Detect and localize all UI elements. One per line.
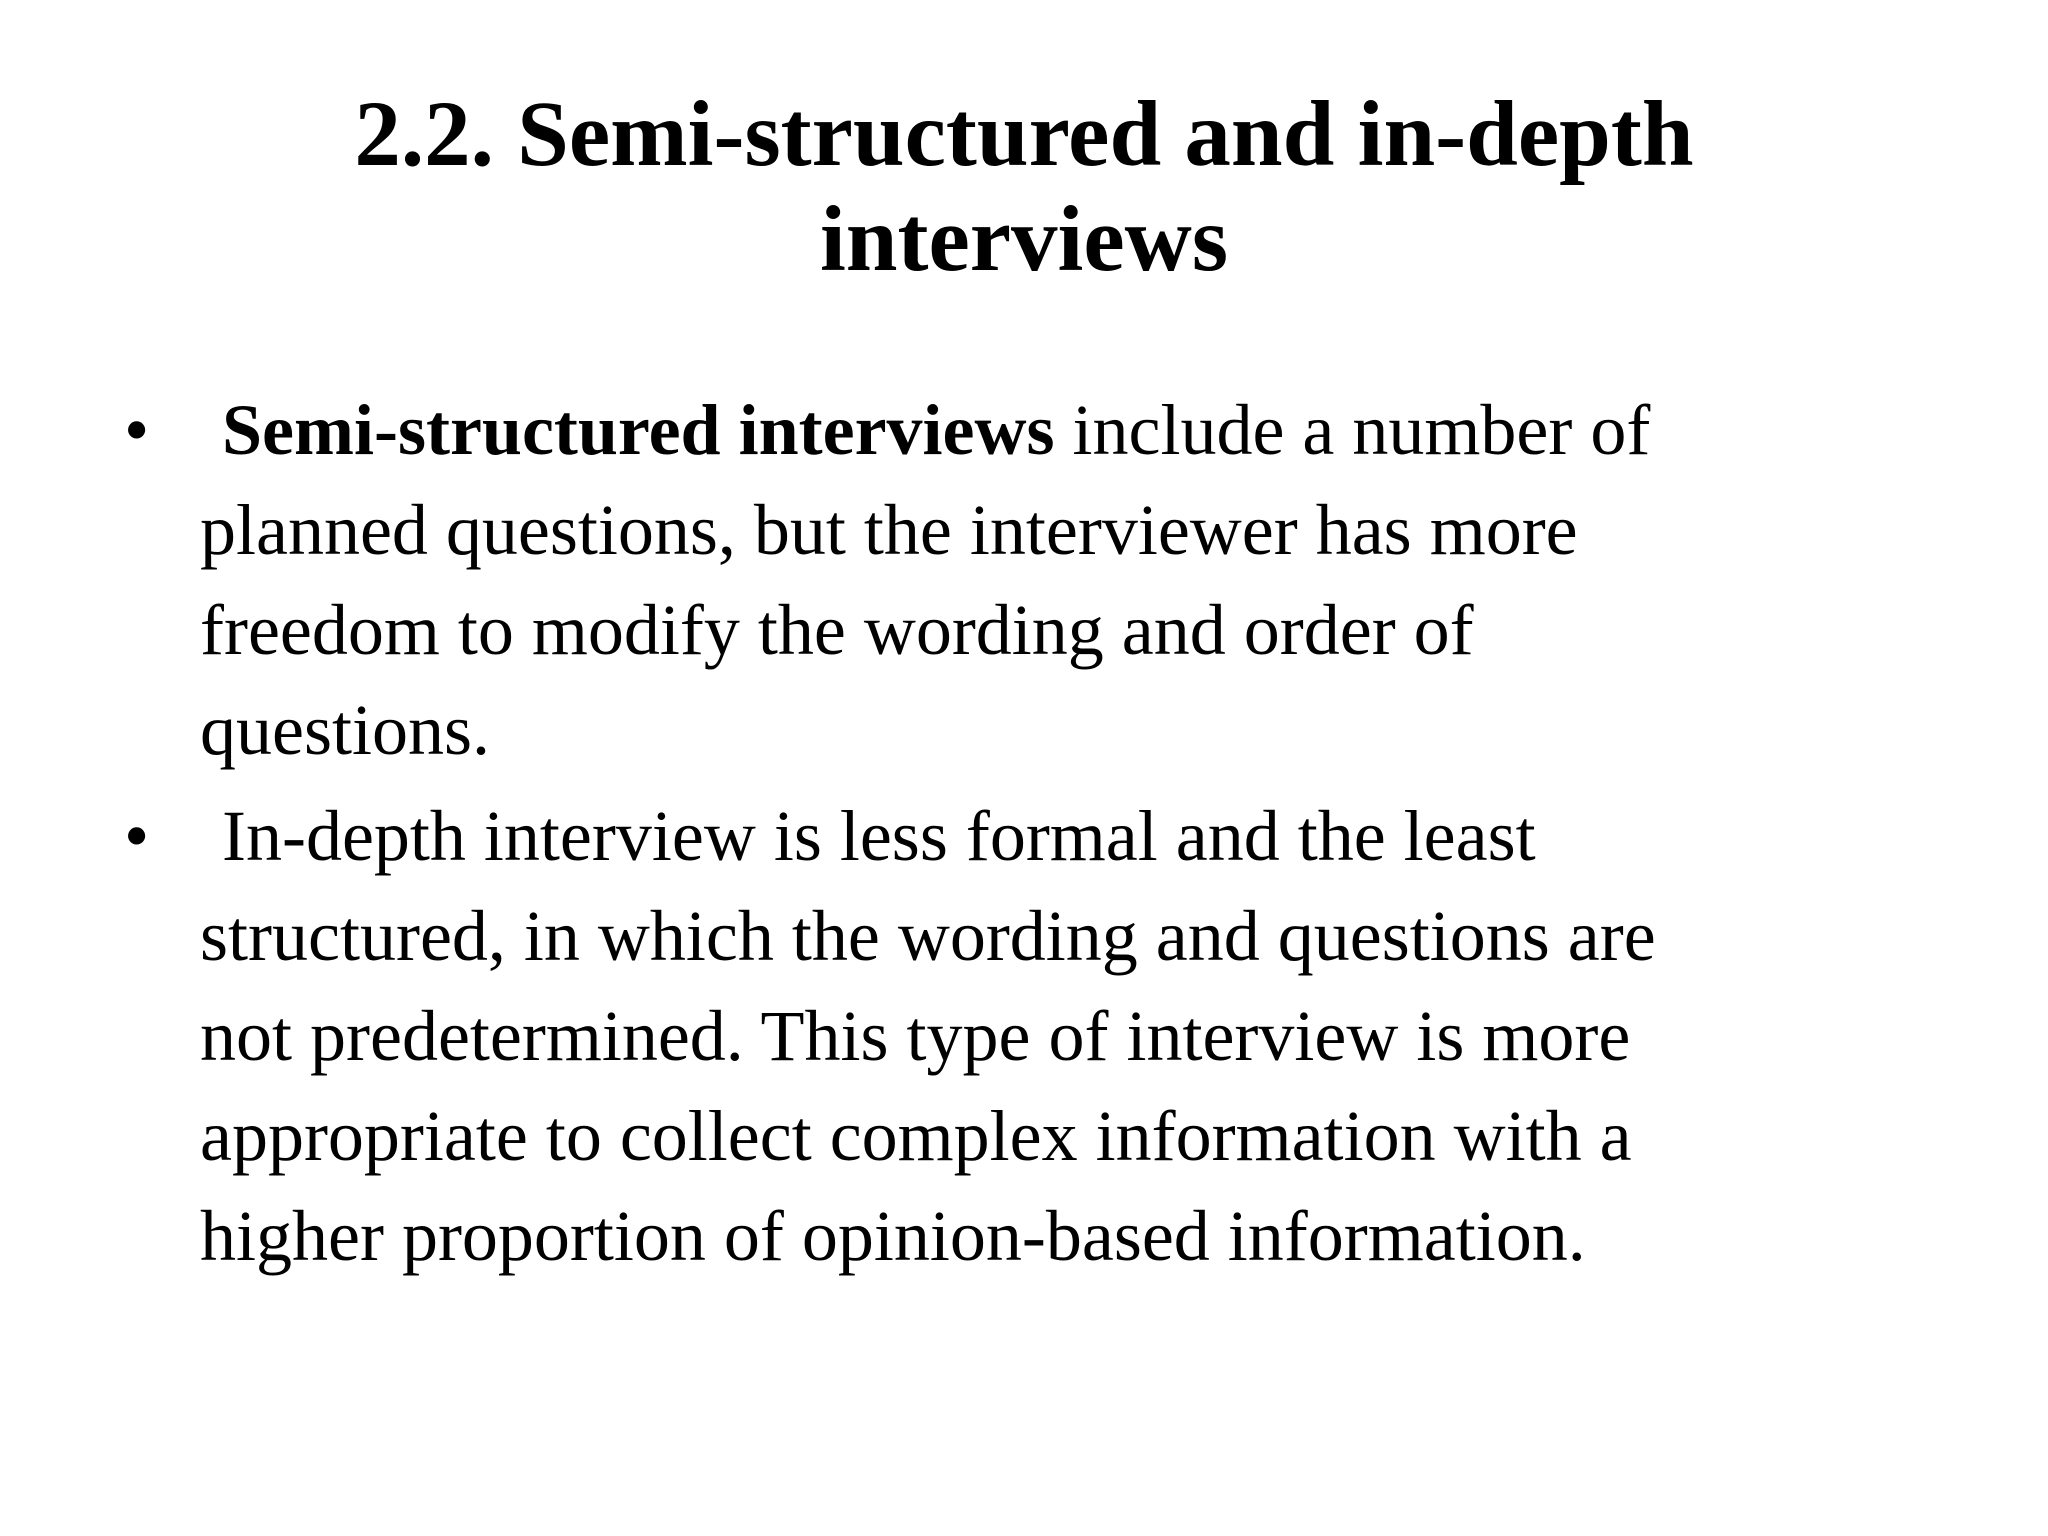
bullet-text: include a number of [1054, 390, 1651, 470]
bullet-bold-term: Semi-structured interviews [222, 390, 1055, 470]
bullet-line: not predetermined. This type of interview is more [200, 996, 1631, 1076]
bullet-semi-structured [0, 380, 1880, 780]
bullet-marker: • [124, 796, 150, 876]
bullet-list [0, 380, 2048, 1286]
bullet-marker: • [124, 390, 150, 470]
bullet-line: higher proportion of opinion-based information. [200, 1196, 1586, 1276]
bullet-line: planned questions, but the interviewer has more [200, 490, 1578, 570]
slide-title [0, 82, 2048, 292]
bullet-line: questions. [200, 690, 491, 770]
bullet-in-depth [0, 786, 1880, 1286]
bullet-line: In-depth interview is less formal and the least [222, 796, 1536, 876]
slide-title-line-2: interviews [819, 188, 1229, 291]
bullet-line: appropriate to collect complex information with a [200, 1096, 1632, 1176]
bullet-line: freedom to modify the wording and order of [200, 590, 1474, 670]
bullet-line: structured, in which the wording and questions are [200, 896, 1656, 976]
slide-title-line-1: 2.2. Semi-structured and in-depth [354, 83, 1694, 186]
bullet-line [200, 380, 1880, 480]
